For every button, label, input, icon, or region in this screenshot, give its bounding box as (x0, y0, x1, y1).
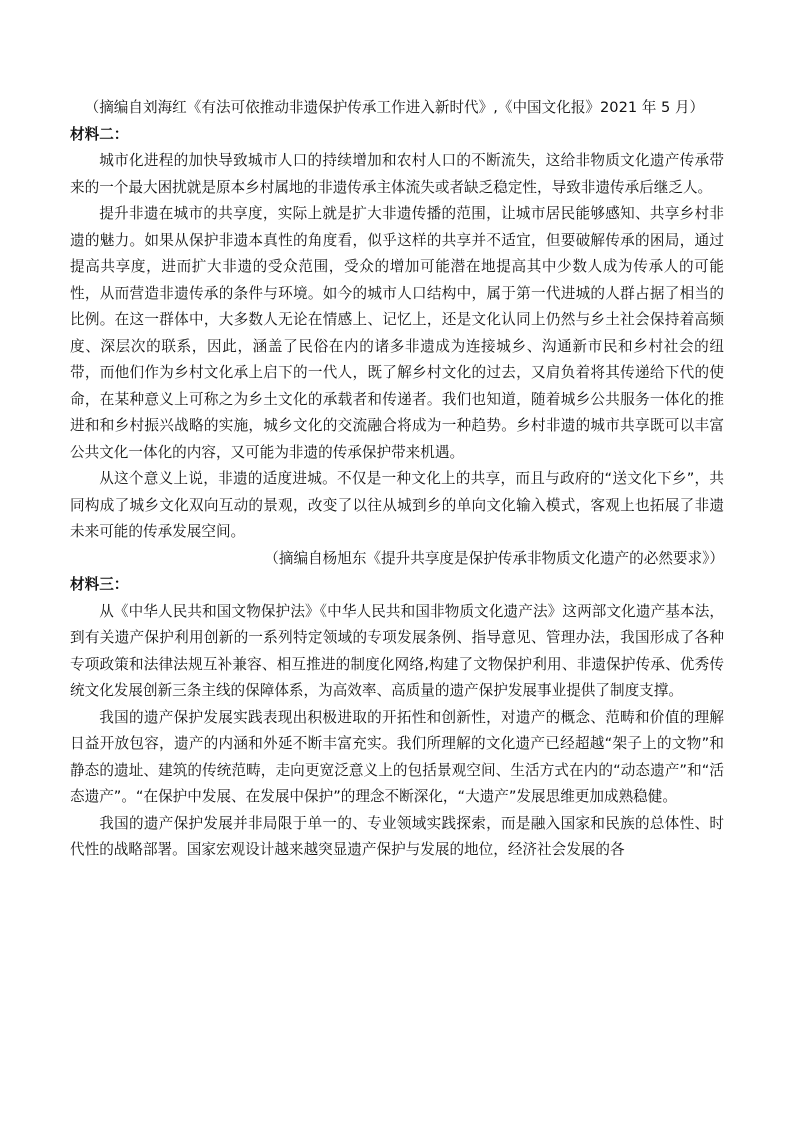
material-2-heading: 材料二： (70, 125, 129, 143)
document-page (70, 95, 724, 864)
material-3-heading: 材料三： (70, 576, 129, 593)
material-2-paragraph-2: 提升非遗在城市的共享度，实际上就是扩大非遗传播的范围，让城市居民能够感知、共享乡村非遗的魅力。如果从保护非遗本真性的角度看，似乎这样的共享并不适宜，但要破解传承的困局，通过提高共享度，进而扩大非遗的受众范围，受众的增加可能潜在地提高其中少数人成为传承人的可能性，从而营造非遗传承的条件与环境。如今的城市人口结构中，属于第一代进城的人群占据了相当的比例。在这一群体中，大多数人无论在情感上、记忆上，还是文化认同上仍然与乡土社会保持着高频度、深层次的联系，因此，涵盖了民俗在内的诸多非遗成为连接城乡、沟通新市民和乡村社会的纽带，而他们作为乡村文化承上启下的一代人，既了解乡村文化的过去，又肩负着将其传递给下代的使命，在某种意义上可称之为乡土文化的承载者和传递者。我们也知道，随着城乡公共服务一体化的推进和和乡村振兴战略的实施，城乡文化的交流融合将成为一种趋势。乡村非遗的城市共享既可以丰富公共文化一体化的内容，又可能为非遗的传承保护带来机遇。 (70, 205, 724, 461)
citation-material-2: （摘编自杨旭东《提升共享度是保护传承非物质文化遗产的必然要求》） (264, 549, 724, 567)
material-3-paragraph-3: 我国的遗产保护发展并非局限于单一的、专业领域实践探索，而是融入国家和民族的总体性、时代性的战略部署。国家宏观设计越来越突显遗产保护与发展的地位，经济社会发展的各 (70, 814, 724, 858)
material-3-paragraph-1: 从《中华人民共和国文物保护法》《中华人民共和国非物质文化遗产法》这两部文化遗产基本法，到有关遗产保护利用创新的一系列特定领域的专项发展条例、指导意见、管理办法，我国形成了各种专项政策和法律法规互补兼容、相互推进的制度化网络,构建了文物保护利用、非遗保护传承、优秀传统文化发展创新三条主线的保障体系，为高效率、高质量的遗产保护发展事业提供了制度支撑。 (70, 602, 724, 699)
material-2-paragraph-1: 城市化进程的加快导致城市人口的持续增加和农村人口的不断流失，这给非物质文化遗产传承带来的一个最大困扰就是原本乡村属地的非遗传承主体流失或者缺乏稳定性，导致非遗传承后继乏人。 (70, 152, 724, 196)
citation-material-1: （摘编自刘海红《有法可依推动非遗保护传承工作进入新时代》,《中国文化报》2021 年 5 月） (84, 99, 705, 116)
material-3-paragraph-2: 我国的遗产保护发展实践表现出积极进取的开拓性和创新性，对遗产的概念、范畴和价值的理解日益开放包容，遗产的内涵和外延不断丰富充实。我们所理解的文化遗产已经超越“架子上的文物”和静态的遗址、建筑的传统范畴，走向更宽泛意义上的包括景观空间、生活方式在内的“动态遗产”和“活态遗产”。“在保护中发展、在发展中保护”的理念不断深化，“大遗产”发展思维更加成熟稳健。 (70, 708, 724, 805)
material-2-paragraph-3: 从这个意义上说，非遗的适度进城。不仅是一种文化上的共享，而且与政府的“送文化下乡”，共同构成了城乡文化双向互动的景观，改变了以往从城到乡的单向文化输入模式，客观上也拓展了非遗未来可能的传承发展空间。 (70, 470, 724, 540)
